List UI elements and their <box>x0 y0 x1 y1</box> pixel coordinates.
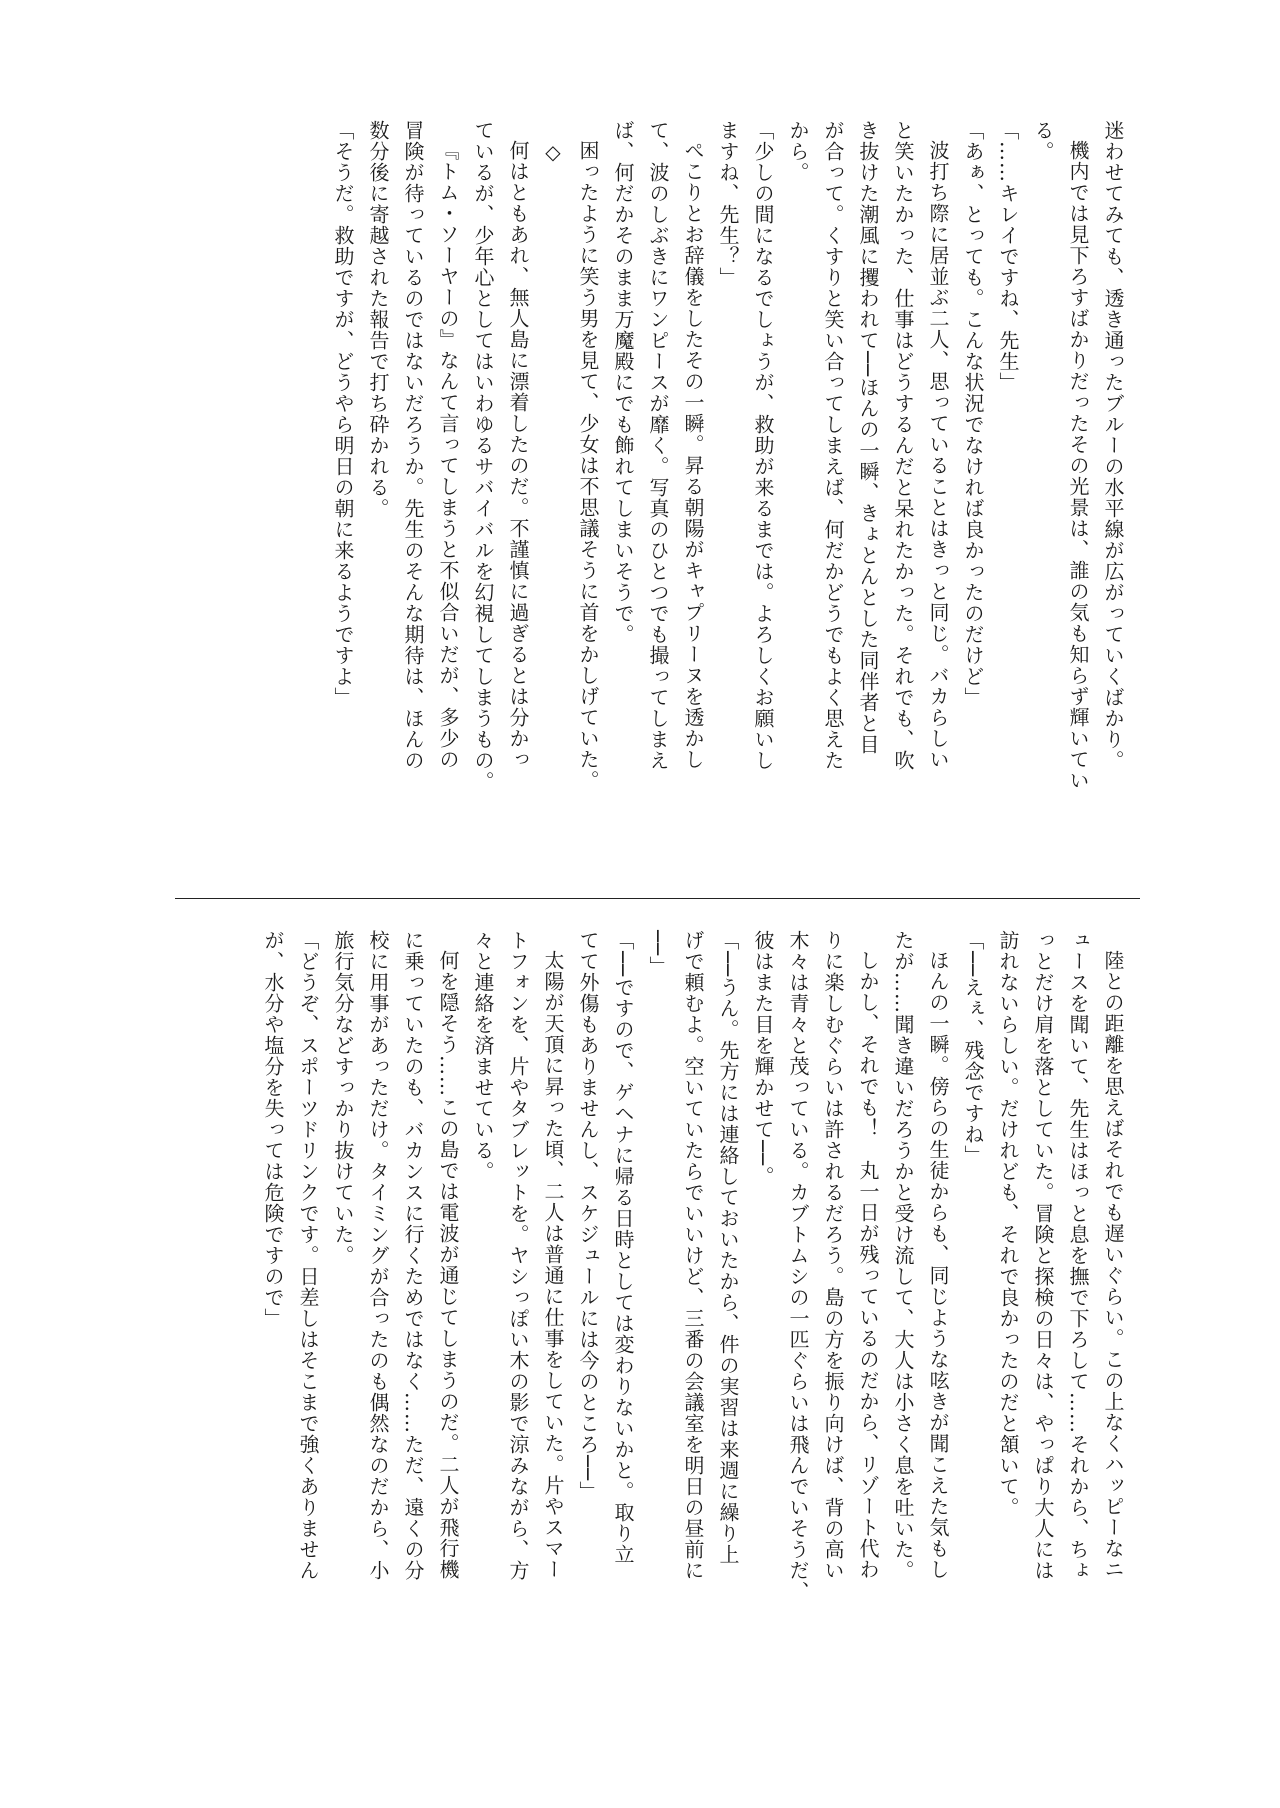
lower-text-line: 彼はまた目を輝かせて──。 <box>751 930 775 1188</box>
upper-text-line: ◇ <box>541 140 565 165</box>
lower-text-line: 何を隠そう……この島では電波が通じてしまうのだ。二人が飛行機 <box>436 950 460 1580</box>
upper-text-line: と笑いたかった、仕事はどうするんだと呆れたかった。それでも、吹 <box>891 120 915 771</box>
lower-text-line: トフォンを、片やタブレットを。ヤシっぽい木の影で涼みながら、方 <box>506 930 530 1581</box>
lower-text-line: 「どうぞ、スポーツドリンクです。日差しはそこまで強くありません <box>296 930 320 1581</box>
lower-text-line: ──」 <box>646 930 670 978</box>
lower-text-line: 木々は青々と茂っている。カブトムシの一匹ぐらいは飛んでいそうだ、 <box>786 930 810 1602</box>
upper-text-line: 「……キレイですね、先生」 <box>996 120 1020 393</box>
upper-text-line: 機内では見下ろすばかりだったその光景は、誰の気も知らず輝いてい <box>1066 140 1090 791</box>
lower-text-line: ュースを聞いて、先生はほっと息を撫で下ろして……それから、ちょ <box>1066 930 1090 1581</box>
lower-text-line: 「──ですので、ゲヘナに帰る日時としては変わりないかと。取り立 <box>611 930 635 1566</box>
lower-text-line: 々と連絡を済ませている。 <box>471 930 495 1182</box>
upper-text-line: 『トム・ソーヤーの』なんて言ってしまうと不似合いだが、多少の <box>436 140 460 770</box>
lower-text-line: が、水分や塩分を失っては危険ですので」 <box>261 930 285 1329</box>
upper-text-line: ているが、少年心としてはいわゆるサバイバルを幻視してしまうもの。 <box>471 120 495 792</box>
lower-text-line: げで頼むよ。空いていたらでいいけど、三番の会議室を明日の昼前に <box>681 930 705 1581</box>
lower-text-line: 校に用事があっただけ。タイミングが合ったのも偶然なのだから、小 <box>366 930 390 1581</box>
lower-text-line: 旅行気分などすっかり抜けていた。 <box>331 930 355 1266</box>
upper-text-line: ますね、先生？」 <box>716 120 740 288</box>
lower-text-line: 訪れないらしい。だけれども、それで良かったのだと頷いて。 <box>996 930 1020 1518</box>
lower-text-line: に乗っていたのも、バカンスに行くためではなく……ただ、遠くの分 <box>401 930 425 1581</box>
upper-text-line: ば、何だかそのまま万魔殿にでも飾れてしまいそうで。 <box>611 120 635 645</box>
upper-text-line: き抜けた潮風に攫われて──ほんの一瞬、きょとんとした同伴者と目 <box>856 120 880 756</box>
upper-text-line: 数分後に寄越された報告で打ち砕かれる。 <box>366 120 390 519</box>
lower-text-line: っとだけ肩を落としていた。冒険と探検の日々は、やっぱり大人には <box>1031 930 1055 1581</box>
upper-text-line: 何はともあれ、無人島に漂着したのだ。不謹慎に過ぎるとは分かっ <box>506 140 530 770</box>
lower-text-line: 陸との距離を思えばそれでも遅いぐらい。この上なくハッピーなニ <box>1101 950 1125 1580</box>
lower-text-line: たが……聞き違いだろうかと受け流して、大人は小さく息を吐いた。 <box>891 930 915 1581</box>
section-divider <box>175 898 1140 899</box>
upper-text-line: が合って。くすりと笑い合ってしまえば、何だかどうでもよく思えた <box>821 120 845 771</box>
upper-text-line: ぺこりとお辞儀をしたその一瞬。昇る朝陽がキャプリーヌを透かし <box>681 140 705 770</box>
lower-text-line: りに楽しむぐらいは許されるだろう。島の方を振り向けば、背の高い <box>821 930 845 1581</box>
lower-text-line: 「──えぇ、残念ですね」 <box>961 930 985 1167</box>
upper-text-line: 「あぁ、とっても。こんな状況でなければ良かったのだけど」 <box>961 120 985 708</box>
upper-text-line: 迷わせてみても、透き通ったブルーの水平線が広がっていくばかり。 <box>1101 120 1125 771</box>
lower-text-line: 太陽が天頂に昇った頃、二人は普通に仕事をしていた。片やスマー <box>541 950 565 1580</box>
lower-text-line: てて外傷もありませんし、スケジュールには今のところ──」 <box>576 930 600 1503</box>
lower-text-line: 「──うん。先方には連絡しておいたから、件の実習は来週に繰り上 <box>716 930 740 1566</box>
upper-text-line: 困ったように笑う男を見て、少女は不思議そうに首をかしげていた。 <box>576 140 600 791</box>
upper-text-line: 冒険が待っているのではないだろうか。先生のそんな期待は、ほんの <box>401 120 425 771</box>
upper-text-line: 「少しの間になるでしょうが、救助が来るまでは。よろしくお願いし <box>751 120 775 771</box>
upper-text-line: て、波のしぶきにワンピースが靡く。写真のひとつでも撮ってしまえ <box>646 120 670 771</box>
lower-text-line: ほんの一瞬。傍らの生徒からも、同じような呟きが聞こえた気もし <box>926 950 950 1580</box>
upper-text-line: る。 <box>1031 120 1055 162</box>
upper-text-line: から。 <box>786 120 810 183</box>
upper-text-block <box>325 120 1130 890</box>
lower-text-block <box>255 930 1130 1700</box>
upper-text-line: 波打ち際に居並ぶ二人、思っていることはきっと同じ。バカらしい <box>926 140 950 770</box>
upper-text-line: 「そうだ。救助ですが、どうやら明日の朝に来るようですよ」 <box>331 120 355 708</box>
lower-text-line: しかし、それでも！ 丸一日が残っているのだから、リゾート代わ <box>856 950 880 1580</box>
